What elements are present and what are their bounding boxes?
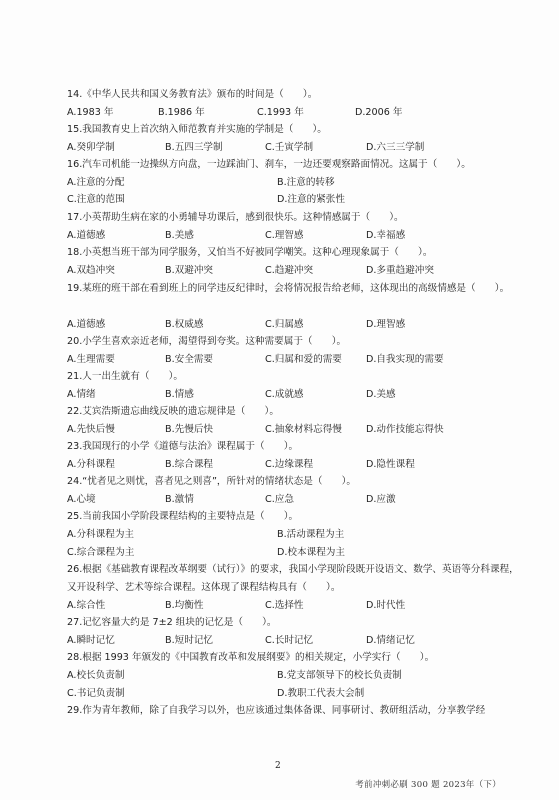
- option-c: C.综合课程为主: [67, 547, 135, 558]
- options-19: [67, 318, 519, 331]
- option-d: D.情绪记忆: [366, 635, 415, 646]
- option-d: D.校本课程为主: [277, 547, 345, 558]
- option-a: A.道德感: [67, 230, 106, 241]
- option-b: B.均衡性: [165, 600, 204, 611]
- option-c: C.归属感: [265, 319, 304, 330]
- option-c: C.书记负责制: [67, 688, 125, 699]
- option-d: D.2006 年: [355, 107, 403, 118]
- question-18: 18.小英想当班干部为同学服务，又怕当不好被同学嘲笑。这种心理现象属于（ ）。: [67, 247, 433, 258]
- option-b: B.安全需要: [165, 354, 214, 365]
- option-d: D.幸福感: [366, 230, 406, 241]
- option-a: A.癸卯学制: [67, 142, 115, 153]
- option-b: B.权威感: [165, 319, 204, 330]
- question-15: 15.我国教育史上首次纳入师范教育并实施的学制是（ ）。: [67, 124, 327, 135]
- option-c: C.壬寅学制: [265, 142, 314, 153]
- option-c: C.注意的范围: [67, 194, 125, 205]
- option-d: D.动作技能忘得快: [366, 424, 444, 435]
- option-c: C.应急: [265, 494, 294, 505]
- option-c: C.边缘课程: [265, 459, 314, 470]
- option-b: B.双避冲突: [165, 265, 214, 276]
- question-23: 23.我国现行的小学《道德与法治》课程属于（ ）。: [67, 441, 299, 452]
- option-a: A.注意的分配: [67, 177, 125, 188]
- option-c: C.1993 年: [257, 107, 304, 118]
- options-16-row1: [67, 176, 519, 189]
- options-24: [67, 493, 519, 506]
- option-b: B.五四三学制: [165, 142, 223, 153]
- option-b: B.1986 年: [158, 107, 205, 118]
- option-c: C.趋避冲突: [265, 265, 314, 276]
- option-d: D.理智感: [366, 319, 406, 330]
- option-b: B.综合课程: [165, 459, 214, 470]
- option-b: B.党支部领导下的校长负责制: [277, 670, 402, 681]
- options-26: [67, 599, 519, 612]
- options-22: [67, 423, 519, 436]
- page-footer: 考前冲刺必刷 300 题 2023年（下）: [355, 780, 501, 790]
- option-d: D.美感: [366, 389, 396, 400]
- option-b: B.情感: [165, 389, 194, 400]
- question-17: 17.小英帮助生病在家的小勇辅导功课后，感到很快乐。这种情感属于（ ）。: [67, 212, 404, 223]
- options-23: [67, 458, 519, 471]
- option-d: D.时代性: [366, 600, 406, 611]
- options-28-row1: [67, 669, 519, 682]
- option-a: A.瞬时记忆: [67, 635, 115, 646]
- option-b: B.注意的转移: [277, 177, 335, 188]
- option-b: B.活动课程为主: [277, 529, 345, 540]
- options-28-row2: [67, 687, 519, 700]
- page-number: 2: [275, 761, 281, 771]
- options-21: [67, 388, 519, 401]
- option-c: C.理智感: [265, 230, 304, 241]
- option-d: D.教职工代表大会制: [277, 688, 365, 699]
- option-a: A.道德感: [67, 319, 106, 330]
- question-22: 22.艾宾浩斯遗忘曲线反映的遗忘规律是（ ）。: [67, 406, 279, 417]
- question-21: 21.人一出生就有（ ）。: [67, 371, 183, 382]
- question-14: 14.《中华人民共和国义务教育法》颁布的时间是（ ）。: [67, 89, 318, 100]
- options-15: [67, 141, 519, 154]
- option-b: B.美感: [165, 230, 194, 241]
- question-27: 27.记忆容量大约是 7±2 组块的记忆是（ ）。: [67, 617, 277, 628]
- option-b: B.先慢后快: [165, 424, 214, 435]
- option-a: A.心境: [67, 494, 96, 505]
- question-24: 24.“忧者见之则忧，喜者见之则喜”，所针对的情绪状态是（ ）。: [67, 476, 357, 487]
- options-27: [67, 634, 519, 647]
- option-a: A.生理需要: [67, 354, 115, 365]
- option-c: C.成就感: [265, 389, 304, 400]
- option-d: D.六三三学制: [366, 142, 425, 153]
- option-d: D.应激: [366, 494, 396, 505]
- option-b: B.短时记忆: [165, 635, 214, 646]
- options-25-row1: [67, 528, 519, 541]
- option-a: A.校长负责制: [67, 670, 125, 681]
- option-a: A.先快后慢: [67, 424, 115, 435]
- option-a: A.分科课程: [67, 459, 115, 470]
- question-26: 26.根据《基础教育课程改革纲要（试行）》的要求，我国小学现阶段既开设语文、数学、英语等分科课程，又开设科学、艺术等综合课程。这体现了课程结构具有（ ）。: [67, 564, 519, 593]
- option-c: C.归属和爱的需要: [265, 354, 342, 365]
- option-c: C.抽象材料忘得慢: [265, 424, 342, 435]
- option-a: A.情绪: [67, 389, 96, 400]
- question-25: 25.当前我国小学阶段课程结构的主要特点是（ ）。: [67, 511, 299, 522]
- question-16: 16.汽车司机能一边操纵方向盘，一边踩油门、刹车，一边还要观察路面情况。这属于（ ）。: [67, 159, 471, 170]
- options-20: [67, 353, 519, 366]
- question-28: 28.根据 1993 年颁发的《中国教育改革和发展纲要》的相关规定，小学实行（ ）。: [67, 652, 435, 663]
- option-d: D.自我实现的需要: [366, 354, 444, 365]
- question-20: 20.小学生喜欢亲近老师，渴望得到夸奖。这种需要属于（ ）。: [67, 336, 347, 347]
- options-25-row2: [67, 546, 519, 559]
- options-17: [67, 229, 519, 242]
- option-c: C.选择性: [265, 600, 304, 611]
- option-c: C.长时记忆: [265, 635, 314, 646]
- option-d: D.隐性课程: [366, 459, 415, 470]
- options-16-row2: [67, 193, 519, 206]
- option-a: A.综合性: [67, 600, 106, 611]
- option-a: A.双趋冲突: [67, 265, 115, 276]
- option-a: A.1983 年: [67, 107, 114, 118]
- options-14: [67, 106, 519, 119]
- question-29: 29.作为青年教师，除了自我学习以外，也应该通过集体备课、同事研讨、教研组活动，分享教学经: [67, 705, 486, 716]
- option-d: D.多重趋避冲突: [366, 265, 434, 276]
- option-d: D.注意的紧张性: [277, 194, 345, 205]
- option-b: B.激情: [165, 494, 194, 505]
- question-19: 19.某班的班干部在看到班上的同学违反纪律时，会将情况报告给老师，这体现出的高级情感是（ ）。: [67, 283, 510, 294]
- options-18: [67, 264, 519, 277]
- option-a: A.分科课程为主: [67, 529, 135, 540]
